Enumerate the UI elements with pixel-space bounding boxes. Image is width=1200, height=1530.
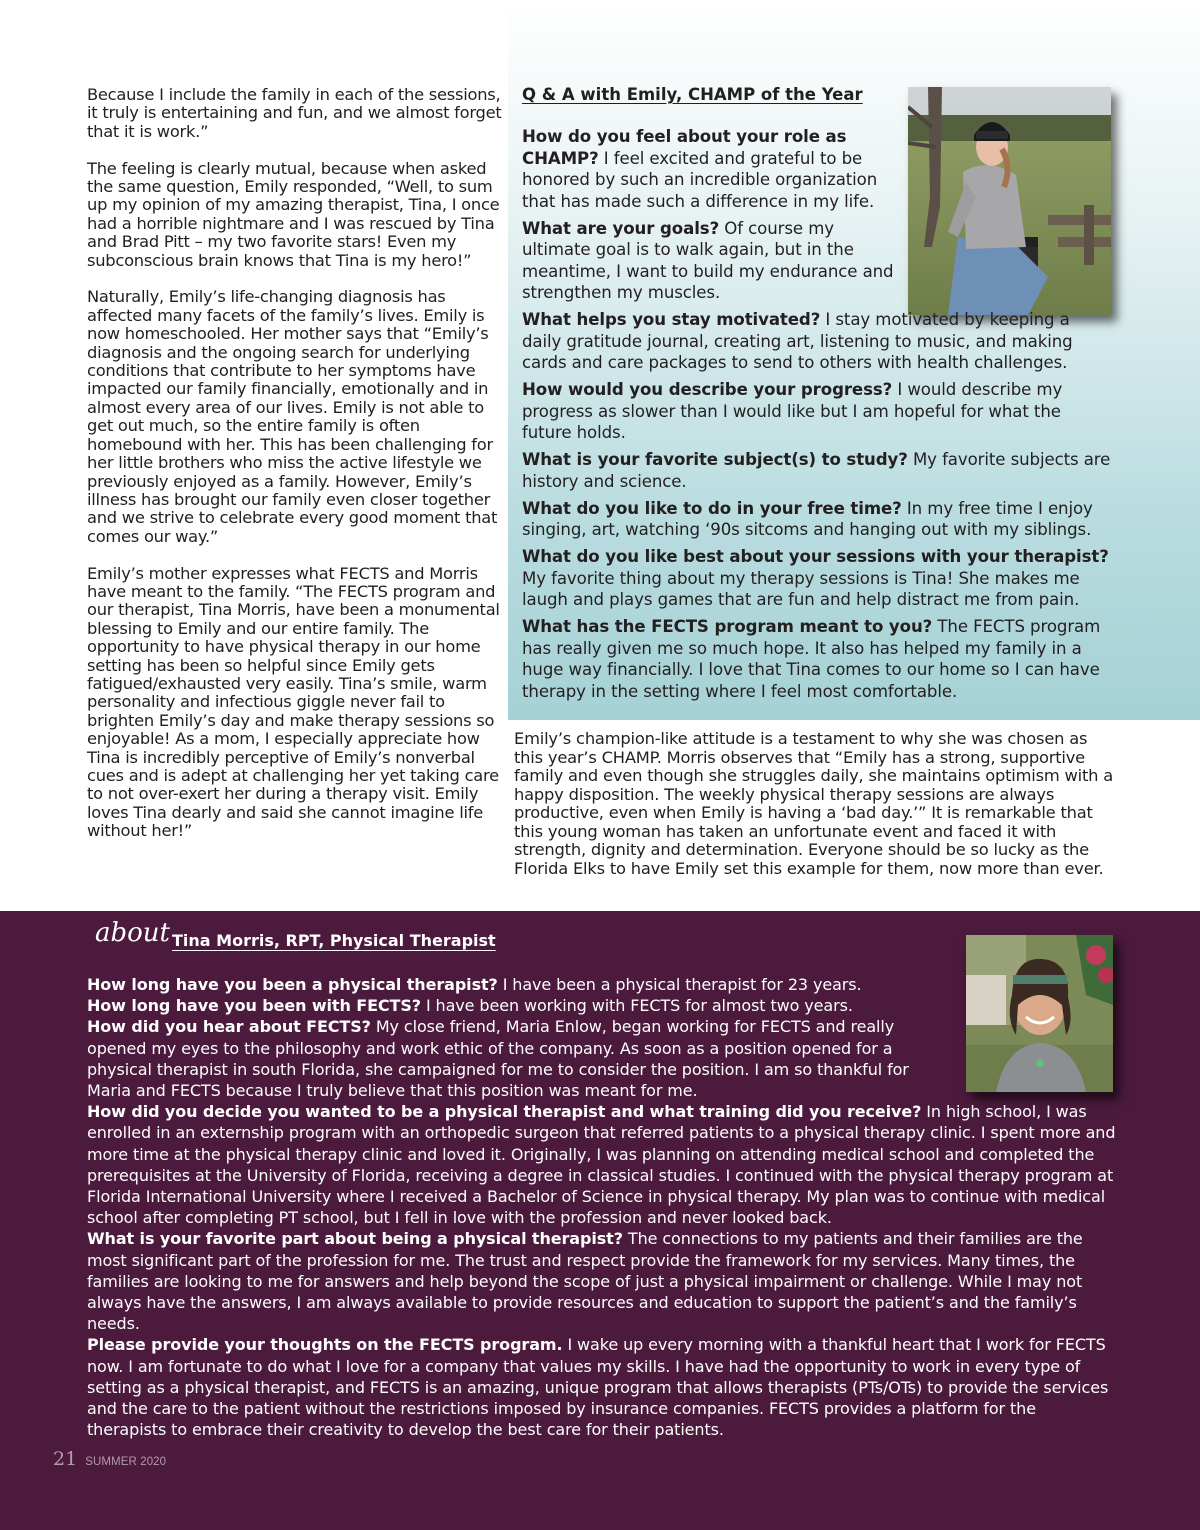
about-script-heading: about: [95, 918, 170, 948]
about-body: [87, 974, 1117, 1440]
about-question: Please provide your thoughts on the FECTS program.: [87, 1335, 563, 1355]
about-answer: I have been a physical therapist for 23 years.: [497, 975, 862, 994]
about-item: [87, 1334, 1117, 1440]
page-footer: [53, 1448, 166, 1470]
left-column-article: [87, 86, 502, 859]
about-item: [87, 995, 955, 1016]
article-paragraph: Naturally, Emily’s life-changing diagnosis has affected many facets of the family’s lives. Emily is now homeschooled. Her mother says that “Emily’s diagnosis and the ongoing search for underlying conditions that contribute to her symptoms have impacted our family financially, emotionally and in almost every area of our lives. Emily is not able to get out much, so the entire family is often homebound with her. This has been challenging for her little brothers who miss the active lifestyle we previously enjoyed as a family. However, Emily’s illness has brought our family even closer together and we strive to celebrate every good moment that comes our way.”: [87, 287, 498, 546]
about-question: What is your favorite part about being a physical therapist?: [87, 1229, 623, 1249]
qa-answer: My favorite thing about my therapy sessions is Tina! She makes me laugh and plays games that are fun and help distract me from pain.: [522, 568, 1080, 609]
qa-item: [522, 498, 1112, 541]
about-answer: I have been working with FECTS for almost two years.: [420, 996, 853, 1016]
qa-question: What has the FECTS program meant to you?: [522, 617, 933, 636]
qa-question: How do you feel about your role as CHAMP?: [522, 127, 847, 168]
issue-label: SUMMER 2020: [85, 1456, 167, 1468]
right-column-paragraph: Emily’s champion-like attitude is a testament to why she was chosen as this year’s CHAMP. Morris observes that “Emily has a strong, supportive family and even though she struggles daily, she maintains optimism with a happy disposition. The weekly physical therapy sessions are always productive, even when Emily is having a ‘bad day.’” It is remarkable that this young woman has taken an unfortunate event and faced it with strength, dignity and determination. Everyone should be so lucky as the Florida Elks to have Emily set this example for them, now more than ever.: [514, 729, 1114, 878]
qa-question: What do you like to do in your free time?: [522, 498, 902, 518]
article-paragraph: Because I include the family in each of the sessions, it truly is entertaining and fun, and we almost forget that it is work.”: [87, 85, 502, 141]
qa-item: [522, 379, 1112, 444]
qa-answer: In my free time I enjoy singing, art, watching ‘90s sitcoms and hanging out with my siblings.: [522, 498, 1093, 539]
about-answer: The connections to my patients and their families are the most significant part of the profession for me. The trust and respect provide the framework for my services. Many times, the families are looking to me for answers and help beyond the scope of just a physical impairment or challenge. While I may not always have the answers, I am always available to provide resources and education to support the patient’s and the family’s needs.: [87, 1229, 1083, 1334]
qa-title: Q & A with Emily, CHAMP of the Year: [522, 85, 863, 104]
about-answer: In high school, I was enrolled in an externship program with an orthopedic surgeon that referred patients to a physical therapy clinic. I spent more and more time at the physical therapy clinic and loved it. Originally, I was planning on attending medical school and completed the prerequisites at the University of Florida, receiving a degree in classical studies. I continued with the physical therapy program at Florida International University where I received a Bachelor of Science in physical therapy. My plan was to continue with medical school after completing PT school, but I fell in love with the profession and never looked back.: [87, 1102, 1116, 1228]
qa-item: [522, 309, 1112, 374]
about-item: [87, 1228, 1117, 1334]
qa-question: What is your favorite subject(s) to study?: [522, 450, 908, 469]
qa-item: [522, 546, 1112, 611]
qa-item: [522, 126, 898, 212]
qa-item: [522, 616, 1112, 702]
qa-answer: I feel excited and grateful to be honored by such an incredible organization that has made such a difference in my life.: [522, 148, 878, 211]
about-answer: I wake up every morning with a thankful heart that I work for FECTS now. I am fortunate to do what I love for a company that values my skills. I have had the opportunity to work in every type of setting as a physical therapist, and FECTS is an amazing, unique program that allows therapists (PTs/OTs) to provide the services and the care to the patient without the restrictions imposed by insurance companies. FECTS provides a platform for the therapists to embrace their creativity to develop the best care for their patients.: [87, 1335, 1109, 1440]
about-item: [87, 1016, 955, 1101]
about-title: Tina Morris, RPT, Physical Therapist: [172, 931, 496, 950]
qa-answer: Of course my ultimate goal is to walk again, but in the meantime, I want to build my endurance and strengthen my muscles.: [522, 218, 894, 302]
about-item: [87, 974, 955, 995]
article-paragraph: The feeling is clearly mutual, because when asked the same question, Emily responded, “Well, to sum up my opinion of my amazing therapist, Tina, I once had a horrible nightmare and I was rescued by Tina and Brad Pitt – my two favorite stars! Even my subconscious brain knows that Tina is my hero!”: [87, 158, 500, 270]
about-question: How long have you been a physical therapist?: [87, 975, 498, 994]
about-question: How did you hear about FECTS?: [87, 1017, 371, 1037]
qa-question: How would you describe your progress?: [522, 380, 893, 399]
qa-question: What do you like best about your sessions with your therapist?: [522, 547, 1109, 566]
article-paragraph: Emily’s mother expresses what FECTS and Morris have meant to the family. “The FECTS program and our therapist, Tina Morris, have been a monumental blessing to Emily and our entire family. The opportunity to have physical therapy in our home setting has been so helpful since Emily gets fatigued/exhausted very easily. Tina’s smile, warm personality and infectious giggle never fail to brighten Emily’s day and make therapy sessions so enjoyable! As a mom, I especially appreciate how Tina is incredibly perceptive of Emily’s nonverbal cues and is adept at challenging her yet taking care to not over-exert her during a therapy visit. Emily loves Tina dearly and said she cannot imagine life without her!”: [87, 563, 500, 841]
qa-answer: My favorite subjects are history and science.: [522, 450, 1111, 491]
about-item: [87, 1101, 1117, 1228]
qa-question: What helps you stay motivated?: [522, 310, 821, 329]
qa-item: [522, 218, 898, 304]
page-number: 21: [53, 1448, 78, 1470]
about-answer: My close friend, Maria Enlow, began working for FECTS and really opened my eyes to the philosophy and work ethic of the company. As soon as a position opened for a physical therapist in south Florida, she campaigned for me to consider the position. I am so thankful for Maria and FECTS because I truly believe that this position was meant for me.: [87, 1017, 909, 1101]
about-question: How did you decide you wanted to be a physical therapist and what training did you receive?: [87, 1102, 922, 1122]
qa-body: [522, 126, 1112, 708]
about-question: How long have you been with FECTS?: [87, 996, 421, 1016]
qa-item: [522, 449, 1112, 492]
qa-answer: I stay motivated by keeping a daily gratitude journal, creating art, listening to music, and making cards and care packages to send to others with health challenges.: [522, 310, 1073, 372]
qa-question: What are your goals?: [522, 218, 720, 238]
qa-answer: The FECTS program has really given me so much hope. It also has helped my family in a huge way financially. I love that Tina comes to our home so I can have therapy in the setting where I feel most comfortable.: [522, 617, 1101, 701]
qa-answer: I would describe my progress as slower than I would like but I am hopeful for what the future holds.: [522, 380, 1063, 442]
